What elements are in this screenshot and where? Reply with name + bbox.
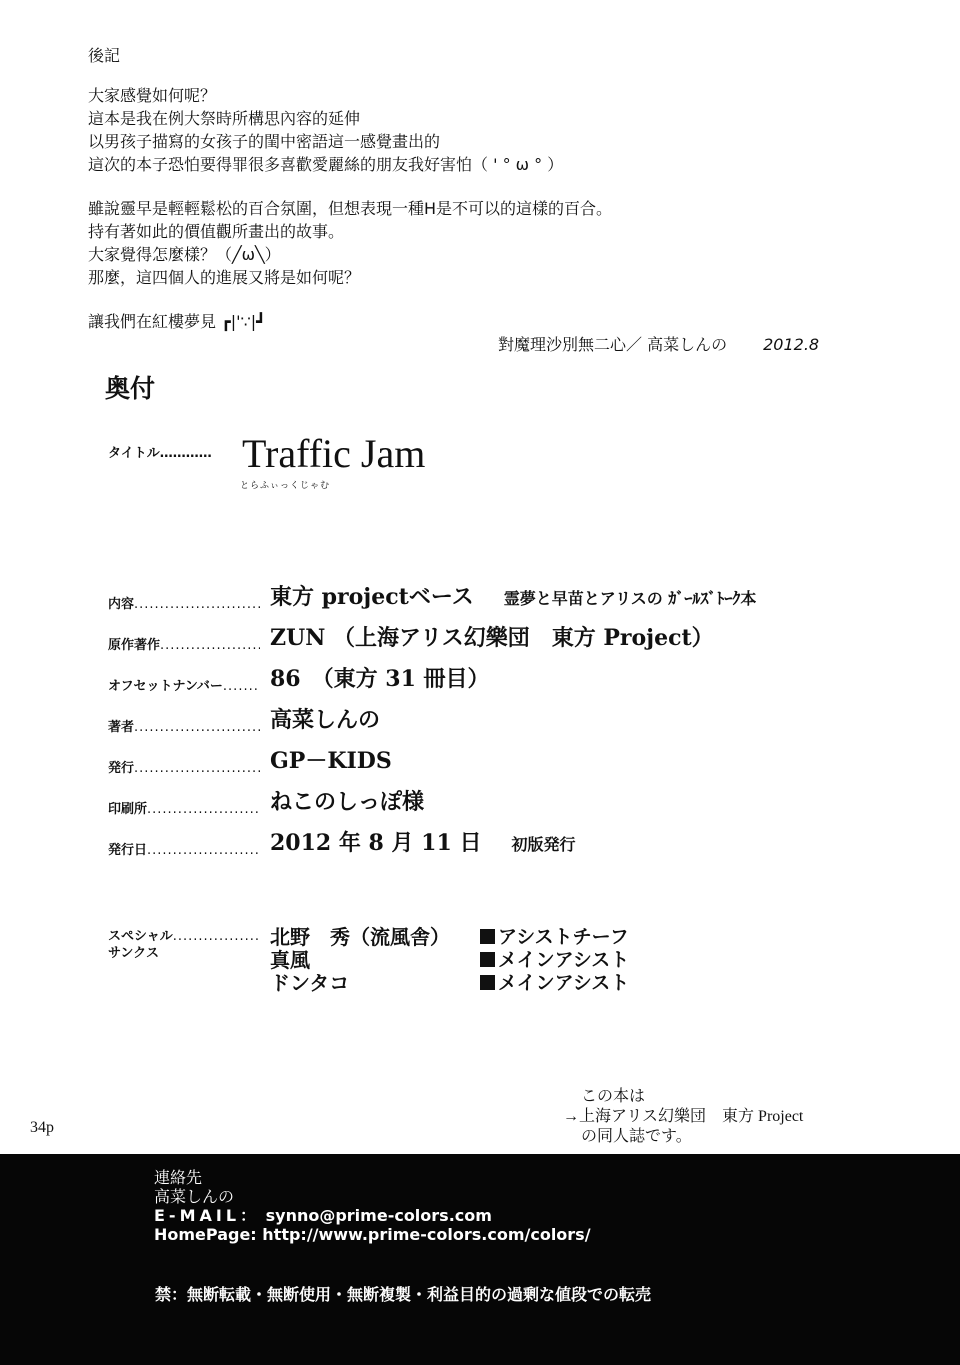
thanks-label-line1: スペシャル ..... (108, 928, 260, 945)
thanks-role-row (480, 926, 629, 949)
book-note (563, 1087, 803, 1147)
contact-footer (0, 1154, 960, 1365)
thanks-label (108, 928, 260, 962)
thanks-name: 真風 (270, 948, 310, 972)
afterword-closing: 讓我們在紅樓夢見 ┏|'∵|┛ (88, 312, 266, 331)
info-label: 著者 ..... (108, 716, 260, 735)
info-value-text: 東方 projectベース (270, 584, 474, 610)
thanks-roles (480, 926, 629, 995)
thanks-role: メインアシスト (498, 972, 630, 994)
copyright-warning: 禁：無断転載・無断使用・無断複製・利益目的の過剰な値段での転売 (155, 1285, 652, 1304)
thanks-role: メインアシスト (498, 949, 630, 971)
contact-block (154, 1168, 591, 1244)
homepage-link[interactable]: http://www.prime-colors.com/colors/ (262, 1225, 591, 1244)
afterword-line: 以男孩子描寫的女孩子的閨中密語這一感覺畫出的 (88, 132, 441, 151)
afterword-line: 持有著如此的價值觀所畫出的故事。 (88, 222, 345, 241)
info-value: GP－KIDS (270, 748, 392, 774)
book-note-line: この本は (581, 1088, 646, 1105)
info-value (270, 826, 575, 857)
colophon-title: 奥付 (105, 374, 156, 403)
info-label: 発行日 ..... (108, 839, 260, 858)
thanks-names (270, 926, 450, 995)
info-label: オフセットナンバー ..... (108, 675, 260, 694)
thanks-role: アシストチーフ (498, 926, 629, 948)
afterword (88, 44, 888, 333)
info-value (270, 580, 756, 611)
thanks-label-line2: サンクス (108, 946, 159, 961)
homepage-label: HomePage: (154, 1225, 257, 1244)
afterword-line: 大家覺得怎麼樣？（╱ω╲） (88, 245, 281, 264)
afterword-heading: 後記 (88, 46, 121, 65)
square-bullet-icon (480, 975, 495, 990)
thanks-role-row (480, 949, 629, 972)
thanks-role-row (480, 972, 629, 995)
afterword-line: 大家感覺如何呢？ (88, 86, 217, 105)
thanks-name: ドンタコ (270, 971, 350, 995)
info-label: 発行 ..... (108, 757, 260, 776)
info-value: 高菜しんの (270, 707, 381, 733)
info-note: 初版発行 (511, 835, 576, 854)
paragraph-gap (88, 176, 888, 197)
contact-author: 高菜しんの (154, 1187, 235, 1206)
signature-text: 對魔理沙別無二心／ 高菜しんの (498, 335, 728, 354)
email-label: E-MAIL： (154, 1206, 261, 1225)
email-link[interactable]: synno@prime-colors.com (265, 1206, 492, 1225)
afterword-line: 雖說靈早是輕輕鬆松的百合氛圍，但想表現一種H是不可以的這樣的百合。 (88, 199, 613, 218)
square-bullet-icon (480, 929, 495, 944)
contact-homepage-row (154, 1225, 591, 1244)
work-title-label: タイトル………… (108, 446, 212, 461)
signature-date: 2012.8 (763, 335, 820, 354)
work-title: Traffic Jam (242, 431, 426, 476)
info-value: 86 （東方 31 冊目） (270, 666, 490, 692)
info-value: ねこのしっぽ様 (270, 789, 425, 815)
contact-heading: 連絡先 (154, 1168, 203, 1187)
info-value-text: 2012 年 8 月 11 日 (270, 830, 482, 856)
work-title-reading: とらふぃっくじゃむ (240, 481, 331, 491)
paragraph-gap (88, 289, 888, 310)
afterword-line: 這本是我在例大祭時所構思內容的延伸 (88, 109, 361, 128)
info-label: 印刷所 ..... (108, 798, 260, 817)
contact-email-row (154, 1206, 591, 1225)
info-label: 原作著作 ..... (108, 634, 260, 653)
page-number: 34p (30, 1119, 54, 1136)
info-note: 霊夢と早苗とアリスの ｶﾞｰﾙｽﾞﾄｰｸ本 (503, 589, 757, 608)
afterword-signature (498, 332, 819, 355)
afterword-line: 那麼，這四個人的進展又將是如何呢？ (88, 268, 361, 287)
square-bullet-icon (480, 952, 495, 967)
info-value: ZUN （上海アリス幻樂団 東方 Project） (270, 625, 714, 651)
book-note-line: の同人誌です。 (581, 1128, 692, 1145)
afterword-line: 這次的本子恐怕要得罪很多喜歡愛麗絲的朋友我好害怕（ ' ° ω ° ） (88, 155, 564, 174)
info-label: 内容 ..... (108, 593, 260, 612)
thanks-name: 北野 秀（流風舎） (270, 925, 450, 949)
book-note-line: →上海アリス幻樂団 東方 Project (563, 1108, 804, 1125)
